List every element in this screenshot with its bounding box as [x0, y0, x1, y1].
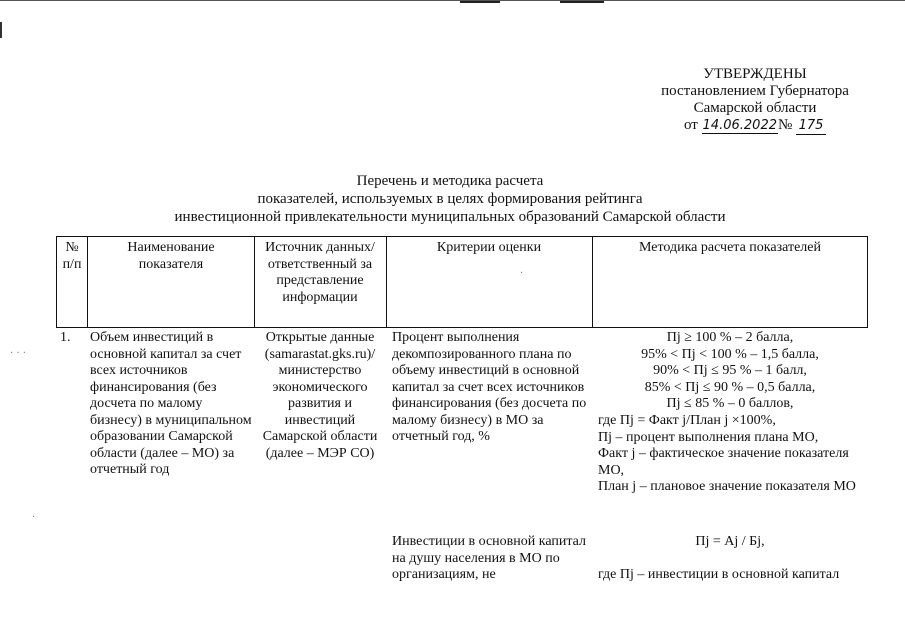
approval-from-prefix: от	[683, 117, 698, 133]
header-name: Наименование показателя	[127, 240, 215, 272]
row-1-name: Объем инвестиций в основной капитал за счет всех источников финансирования (без досчета по малому бизнесу) в муниципальном образовании Самарской области (далее – МО) за отчетный год	[90, 330, 252, 477]
scale-line: 85% < Пj ≤ 90 % – 0,5 балла,	[644, 379, 816, 395]
heading-line-1: Перечень и методика расчета	[356, 173, 544, 189]
scale-line: 90% < Пj ≤ 95 % – 1 балл,	[653, 363, 807, 378]
formula-line: План j – плановое значение показателя МО	[598, 479, 856, 494]
scan-speck: · · ·	[10, 348, 26, 359]
left-edge-mark	[0, 22, 2, 38]
approval-number: 175	[796, 117, 826, 135]
table-col-border	[56, 236, 57, 327]
header-num: № п/п	[62, 240, 82, 272]
approval-title: УТВЕРЖДЕНЫ	[703, 66, 807, 82]
table-top-border	[56, 236, 868, 237]
top-mark	[560, 1, 604, 3]
row-1-criteria-2: Инвестиции в основной капитал на душу населения в МО по организациям, не	[392, 534, 586, 582]
row-1-formula-2-desc: где Пj – инвестиции в основной капитал	[598, 567, 840, 582]
heading-line-3: инвестиционной привлекательности муниципальных образований Самарской области	[174, 209, 726, 225]
row-1-scale	[596, 330, 864, 413]
table-col-border	[386, 236, 387, 327]
document-heading	[60, 172, 840, 226]
row-1-source: Открытые данные (samarastat.gks.ru)/ министерство экономического развития и инвестиций Самарской области (далее – МЭР СО)	[262, 330, 378, 461]
row-1-num: 1.	[60, 330, 71, 345]
approval-line-1: постановлением Губернатора	[661, 83, 849, 99]
table-col-border	[254, 236, 255, 327]
approval-date-number	[640, 117, 870, 135]
formula-line: где Пj = Факт j/План j ×100%,	[598, 413, 776, 428]
header-criteria: Критерии оценки	[436, 240, 542, 255]
approval-date: 14.06.2022	[702, 118, 777, 133]
header-method: Методика расчета показателей	[638, 240, 822, 255]
approval-block	[640, 66, 870, 135]
scale-line: Пj ≤ 85 % – 0 баллов,	[666, 396, 794, 411]
approval-number-prefix: №	[777, 117, 793, 133]
formula-line: Пj – процент выполнения плана МО,	[598, 429, 819, 445]
table-col-border	[867, 236, 868, 327]
formula-line: Факт j – фактическое значение показателя МО,	[598, 446, 849, 478]
table-col-border	[592, 236, 593, 327]
top-border-line	[0, 0, 905, 1]
top-mark	[460, 1, 500, 3]
row-1-criteria: Процент выполнения декомпозированного плана по объему инвестиций в основной капитал за счет всех источников финансирования (без досчета по малому бизнесу) в МО за отчетный год, %	[392, 330, 587, 444]
scale-line: Пj ≥ 100 % – 2 балла,	[666, 330, 794, 345]
row-1-formula-desc	[598, 413, 866, 496]
header-source: Источник данных/ ответственный за представление информации	[265, 240, 375, 305]
row-1-formula-2: Пj = Аj / Бj,	[695, 534, 765, 549]
approval-line-2: Самарской области	[693, 100, 817, 116]
scan-speck: ·	[32, 512, 36, 523]
scan-speck: ·	[520, 268, 524, 279]
heading-line-2: показателей, используемых в целях формирования рейтинга	[257, 191, 643, 207]
table-col-border	[87, 236, 88, 327]
table-header-border	[56, 327, 868, 328]
scale-line: 95% < Пj < 100 % – 1,5 балла,	[641, 346, 819, 362]
